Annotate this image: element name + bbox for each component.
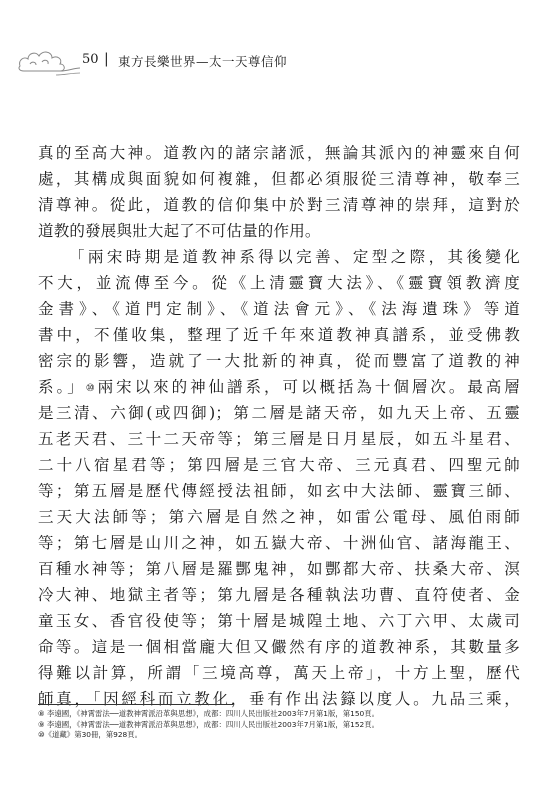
page-header: [0, 40, 559, 80]
body-text: [38, 140, 520, 712]
footnote-divider: [38, 704, 233, 705]
text-line: 不大，並流傳至今。從《上清靈寶大法》、《靈寶領教濟度: [38, 274, 520, 292]
footnote-8: ⑧ 李遠國，《神霄雷法──道教神霄派沿革與思想》，成都：四川人民出版社2003年7月第1版，第150頁。: [38, 709, 380, 718]
footnote-10: ⑩《道藏》第30冊，第928頁。: [38, 730, 143, 739]
text-line: 清尊神。從此，道教的信仰集中於對三清尊神的崇拜，這對於: [38, 196, 520, 214]
text-line: 書中，不僅收集，整理了近千年來道教神真譜系，並受佛教: [38, 326, 520, 344]
text-line: 金書》、《道門定制》、《道法會元》、《法海遺珠》等道: [38, 300, 520, 318]
text-line: 五老天君、三十二天帝等；第三層是日月星辰，如五斗星君、: [38, 430, 520, 448]
text-line: 真的至高大神。道教內的諸宗諸派，無論其派內的神靈來自何: [38, 144, 520, 162]
text-segment: 兩宋以來的神仙譜系，可以概括為十個層次。最高層: [97, 378, 520, 396]
page-number: 50: [82, 52, 99, 67]
text-line: 密宗的影響，造就了一大批新的神真，從而豐富了道教的神: [38, 352, 520, 370]
text-line: 三天大法師等；第六層是自然之神，如雷公電母、風伯雨師: [38, 508, 520, 526]
header-separator: |: [104, 51, 109, 67]
text-line: 冷大神、地獄主者等；第九層是各種執法功曹、直符使者、金: [38, 586, 520, 604]
text-line: 等；第七層是山川之神，如五嶽大帝、十洲仙官、諸海龍王、: [38, 534, 520, 552]
text-line: 二十八宿星君等；第四層是三官大帝、三元真君、四聖元帥: [38, 456, 520, 474]
text-line: 道教的發展與壯大起了不可估量的作用。: [38, 222, 321, 240]
text-line: 童玉女、香官役使等；第十層是城隍土地、六丁六甲、太歲司: [38, 612, 520, 630]
quote-end: 系。」: [38, 378, 86, 396]
text-line: 處，其構成與面貌如何複雜，但都必須服從三清尊神，敬奉三: [38, 170, 520, 188]
text-line: 命等。這是一個相當龐大但又儼然有序的道教神系，其數量多: [38, 638, 520, 656]
text-line: 等；第五層是歷代傳經授法祖師，如玄中大法師、靈寶三師、: [38, 482, 520, 500]
text-line: 「兩宋時期是道教神系得以完善、定型之際，其後變化: [69, 248, 520, 266]
footnote-ref-10[interactable]: ⑩: [85, 383, 98, 394]
text-line: 師真，「因經科而立教化，垂有作出法籙以度人。九品三乘，: [38, 690, 520, 708]
cloud-ornament-icon: [16, 44, 82, 78]
footnote-9: ⑨ 李遠國，《神霄雷法──道教神霄派沿革與思想》，成都：四川人民出版社2003年7月第1版，第152頁。: [38, 719, 380, 729]
text-line: 是三清、六御(或四御)；第二層是諸天帝，如九天上帝、五靈: [38, 404, 520, 422]
text-line: 得難以計算，所謂「三境高尊，萬天上帝」，十方上聖，歷代: [38, 664, 520, 682]
running-title: 東方長樂世界—太一天尊信仰: [118, 54, 288, 69]
text-line: 百種水神等；第八層是羅酆鬼神，如酆都大帝、扶桑大帝、溟: [38, 560, 520, 578]
text-line: [38, 374, 520, 400]
footnotes: [38, 709, 518, 741]
